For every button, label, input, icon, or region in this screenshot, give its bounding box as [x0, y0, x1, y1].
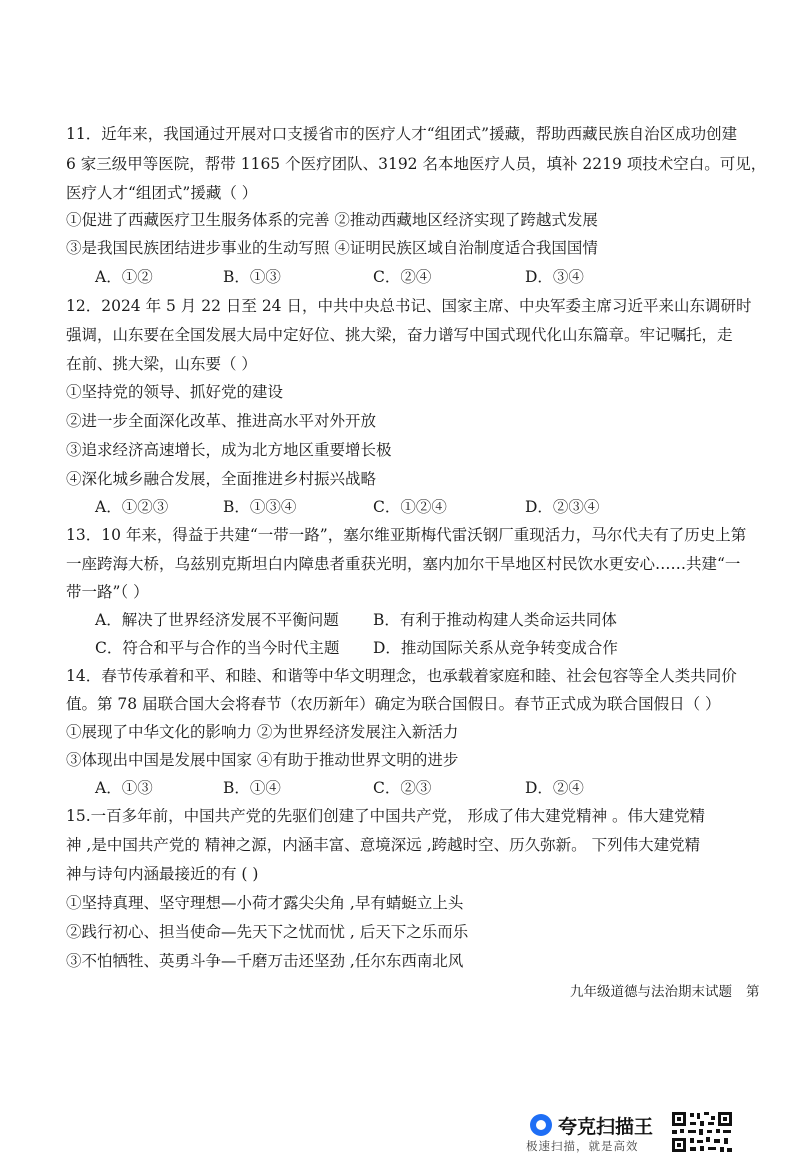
q12-item-4: ④深化城乡融合发展，全面推进乡村振兴战略 — [66, 470, 377, 488]
footer-exam-title: 九年级道德与法治期末试题 — [570, 984, 732, 1000]
q13-stem-line-3: 带一路”（ ） — [66, 583, 149, 601]
q13-stem-line-2: 一座跨海大桥，乌兹别克斯坦白内障患者重获光明，塞内加尔干旱地区村民饮水更安心……共建“一 — [66, 555, 741, 573]
scanner-brand-name: 夸克扫描王 — [558, 1116, 654, 1138]
q12-options — [95, 497, 735, 517]
q15-stem-line-2: 神 ,是中国共产党的 精神之源，内涵丰富、意境深远 ,跨越时空、历久弥新。 下列伟大建党精 — [66, 836, 701, 854]
q11-options — [95, 267, 735, 287]
q12-item-3: ③追求经济高速增长，成为北方地区重要增长极 — [66, 441, 392, 459]
q12-option-d: D．②③④ — [525, 498, 600, 516]
q15-item-1: ①坚持真理、坚守理想—小荷才露尖尖角 ,早有蜻蜓立上头 — [66, 894, 464, 912]
q11-stem-line-1: 11．近年来，我国通过开展对口支援省市的医疗人才“组团式”援藏，帮助西藏民族自治区成功创建 — [66, 125, 738, 143]
q14-item-3-4: ③体现出中国是发展中国家 ④有助于推动世界文明的进步 — [66, 751, 459, 769]
scanner-logo-icon — [530, 1114, 552, 1136]
footer-page-label: 第 — [746, 984, 760, 1000]
q11-stem-line-3: 医疗人才“组团式”援藏（ ） — [66, 184, 258, 202]
q12-option-c: C．①②④ — [373, 498, 447, 516]
q12-option-a: A．①②③ — [95, 498, 169, 516]
q13-option-c: C．符合和平与合作的当今时代主题 — [95, 639, 340, 657]
q13-option-b: B．有利于推动构建人类命运共同体 — [373, 611, 617, 629]
q14-option-d: D．②④ — [525, 779, 584, 797]
q11-option-b: B．①③ — [223, 268, 281, 286]
q12-stem-line-1: 12．2024 年 5 月 22 日至 24 日，中共中央总书记、国家主席、中央军委主席习近平来山东调研时 — [66, 297, 752, 315]
q14-stem-line-1: 14．春节传承着和平、和睦、和谐等中华文明理念，也承载着家庭和睦、社会包容等全人类共同价 — [66, 667, 737, 685]
q14-options — [95, 778, 735, 798]
q14-stem-line-2: 值。第 78 届联合国大会将春节（农历新年）确定为联合国假日。春节正式成为联合国假日（ ） — [66, 695, 721, 713]
q11-option-d: D．③④ — [525, 268, 584, 286]
q13-options-row-2 — [95, 638, 735, 658]
q15-item-2: ②践行初心、担当使命—先天下之忧而忧 , 后天下之乐而乐 — [66, 923, 469, 941]
q12-stem-line-2: 强调，山东要在全国发展大局中定好位、挑大梁，奋力谱写中国式现代化山东篇章。牢记嘱托，走 — [66, 326, 733, 344]
q11-option-c: C．②④ — [373, 268, 432, 286]
q15-stem-line-3: 神与诗句内涵最接近的有 ( ) — [66, 865, 259, 883]
q12-item-1: ①坚持党的领导、抓好党的建设 — [66, 383, 284, 401]
q11-item-1-2: ①促进了西藏医疗卫生服务体系的完善 ②推动西藏地区经济实现了跨越式发展 — [66, 211, 598, 229]
q13-option-a: A．解决了世界经济发展不平衡问题 — [95, 611, 339, 629]
q14-item-1-2: ①展现了中华文化的影响力 ②为世界经济发展注入新活力 — [66, 723, 459, 741]
q11-stem-line-2: 6 家三级甲等医院，帮带 1165 个医疗团队、3192 名本地医疗人员，填补 2219 项技术空白。可见， — [66, 155, 767, 173]
q15-stem-line-1: 15.一百多年前，中国共产党的先驱们创建了中国共产党， 形成了伟大建党精神 。伟大建党精 — [66, 807, 706, 825]
q12-stem-line-3: 在前、挑大梁，山东要（ ） — [66, 355, 257, 373]
q12-option-b: B．①③④ — [223, 498, 297, 516]
q15-item-3: ③不怕牺牲、英勇斗争—千磨万击还坚劲 ,任尔东西南北风 — [66, 952, 464, 970]
qr-code-icon — [670, 1110, 734, 1154]
q12-item-2: ②进一步全面深化改革、推进高水平对外开放 — [66, 412, 377, 430]
q13-option-d: D．推动国际关系从竞争转变成合作 — [373, 639, 618, 657]
q14-option-c: C．②③ — [373, 779, 432, 797]
scanner-watermark — [524, 1112, 670, 1152]
q11-option-a: A．①② — [95, 268, 153, 286]
q13-stem-line-1: 13．10 年来，得益于共建“一带一路”，塞尔维亚斯梅代雷沃钢厂重现活力，马尔代夫有了历史上第 — [66, 526, 747, 544]
q14-option-b: B．①④ — [223, 779, 281, 797]
q14-option-a: A．①③ — [95, 779, 153, 797]
q11-item-3-4: ③是我国民族团结进步事业的生动写照 ④证明民族区域自治制度适合我国国情 — [66, 239, 598, 257]
q13-options-row-1 — [95, 610, 735, 630]
scanner-slogan: 极速扫描，就是高效 — [526, 1139, 639, 1153]
